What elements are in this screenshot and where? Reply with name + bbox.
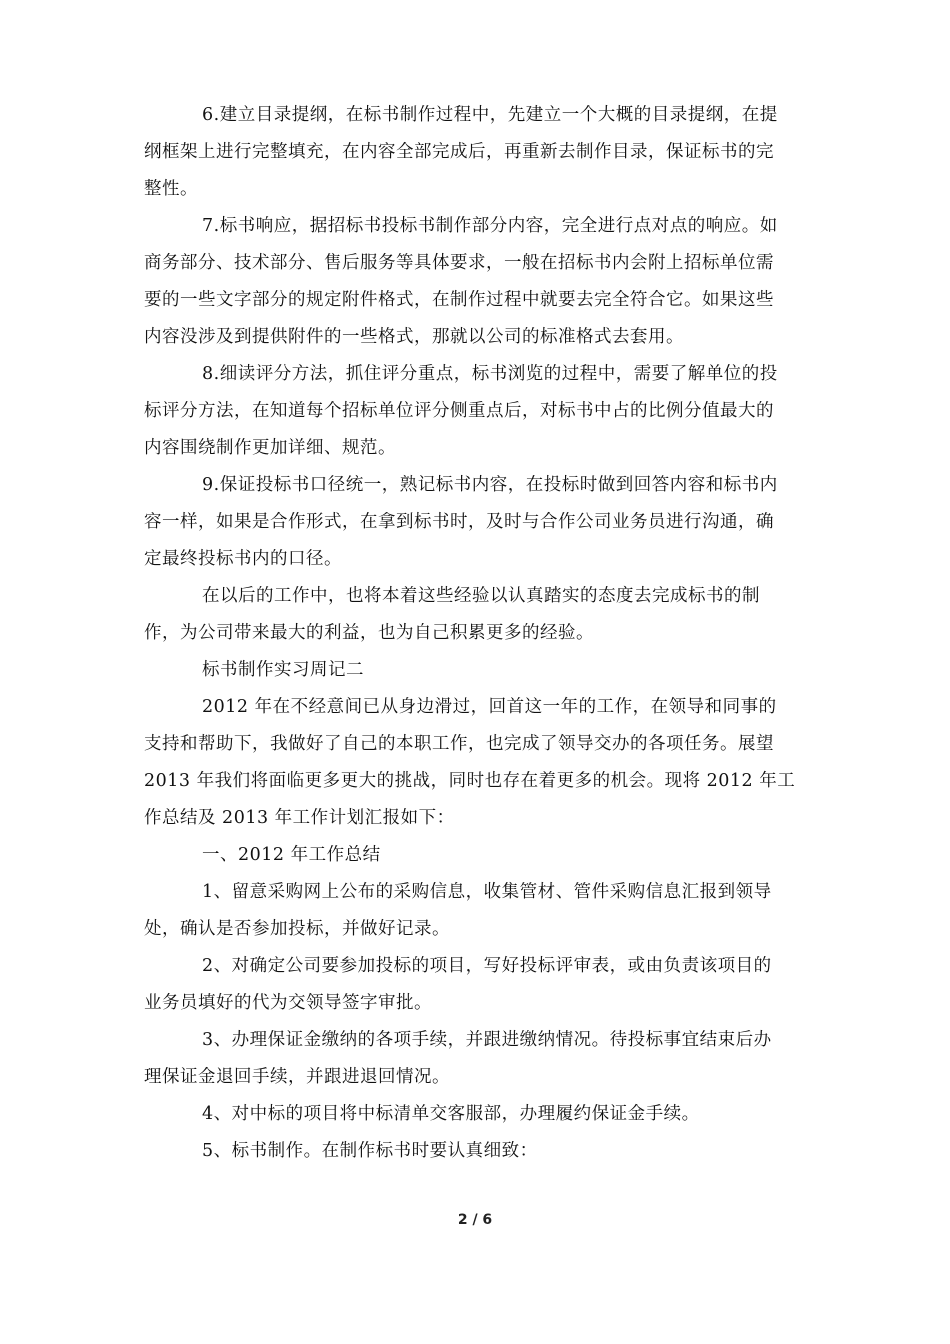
text-line: 作总结及 2013 年工作计划汇报如下： — [144, 808, 455, 828]
text-line: 4、对中标的项目将中标清单交客服部，办理履约保证金手续。 — [202, 1104, 700, 1124]
list-item-4 — [144, 1096, 816, 1133]
heading-text: 一、2012 年工作总结 — [202, 845, 381, 865]
text-line: 处，确认是否参加投标，并做好记录。 — [144, 919, 450, 939]
text-line: 2012 年在不经意间已从身边滑过，回首这一年的工作，在领导和同事的 — [202, 697, 777, 717]
text-line: 纲框架上进行完整填充，在内容全部完成后，再重新去制作目录，保证标书的完 — [144, 142, 774, 162]
list-item-3 — [144, 1022, 816, 1096]
text-line: 在以后的工作中，也将本着这些经验以认真踏实的态度去完成标书的制 — [202, 586, 760, 606]
text-line: 1、留意采购网上公布的采购信息，收集管材、管件采购信息汇报到领导 — [202, 882, 772, 902]
section-heading — [144, 652, 816, 689]
text-line: 2013 年我们将面临更多更大的挑战，同时也存在着更多的机会。现将 2012 年工 — [144, 771, 796, 791]
text-line: 内容没涉及到提供附件的一些格式，那就以公司的标准格式去套用。 — [144, 327, 684, 347]
paragraph-item-6 — [144, 97, 816, 208]
text-line: 商务部分、技术部分、售后服务等具体要求，一般在招标书内会附上招标单位需 — [144, 253, 774, 273]
page-number: 2 / 6 — [457, 1212, 493, 1228]
text-line: 6.建立目录提纲，在标书制作过程中，先建立一个大概的目录提纲，在提 — [202, 105, 778, 125]
text-line: 定最终投标书内的口径。 — [144, 549, 342, 569]
paragraph-intro — [144, 689, 816, 837]
text-line: 9.保证投标书口径统一，熟记标书内容，在投标时做到回答内容和标书内 — [202, 475, 778, 495]
document-body — [144, 97, 816, 1170]
subsection-heading — [144, 837, 816, 874]
text-line: 2、对确定公司要参加投标的项目，写好投标评审表，或由负责该项目的 — [202, 956, 772, 976]
list-item-1 — [144, 874, 816, 948]
text-line: 容一样，如果是合作形式，在拿到标书时，及时与合作公司业务员进行沟通，确 — [144, 512, 774, 532]
heading-text: 标书制作实习周记二 — [202, 660, 364, 680]
text-line: 要的一些文字部分的规定附件格式，在制作过程中就要去完全符合它。如果这些 — [144, 290, 774, 310]
text-line: 理保证金退回手续，并跟进退回情况。 — [144, 1067, 450, 1087]
text-line: 内容围绕制作更加详细、规范。 — [144, 438, 396, 458]
text-line: 业务员填好的代为交领导签字审批。 — [144, 993, 432, 1013]
text-line: 8.细读评分方法，抓住评分重点，标书浏览的过程中，需要了解单位的投 — [202, 364, 778, 384]
text-line: 标评分方法，在知道每个招标单位评分侧重点后，对标书中占的比例分值最大的 — [144, 401, 774, 421]
list-item-5 — [144, 1133, 816, 1170]
paragraph-item-7 — [144, 208, 816, 356]
text-line: 5、标书制作。在制作标书时要认真细致： — [202, 1141, 538, 1161]
text-line: 7.标书响应，据招标书投标书制作部分内容，完全进行点对点的响应。如 — [202, 216, 778, 236]
text-line: 支持和帮助下，我做好了自己的本职工作，也完成了领导交办的各项任务。展望 — [144, 734, 774, 754]
text-line: 整性。 — [144, 179, 198, 199]
paragraph-item-8 — [144, 356, 816, 467]
paragraph-conclusion — [144, 578, 816, 652]
paragraph-item-9 — [144, 467, 816, 578]
text-line: 作，为公司带来最大的利益，也为自己积累更多的经验。 — [144, 623, 594, 643]
text-line: 3、办理保证金缴纳的各项手续，并跟进缴纳情况。待投标事宜结束后办 — [202, 1030, 772, 1050]
list-item-2 — [144, 948, 816, 1022]
